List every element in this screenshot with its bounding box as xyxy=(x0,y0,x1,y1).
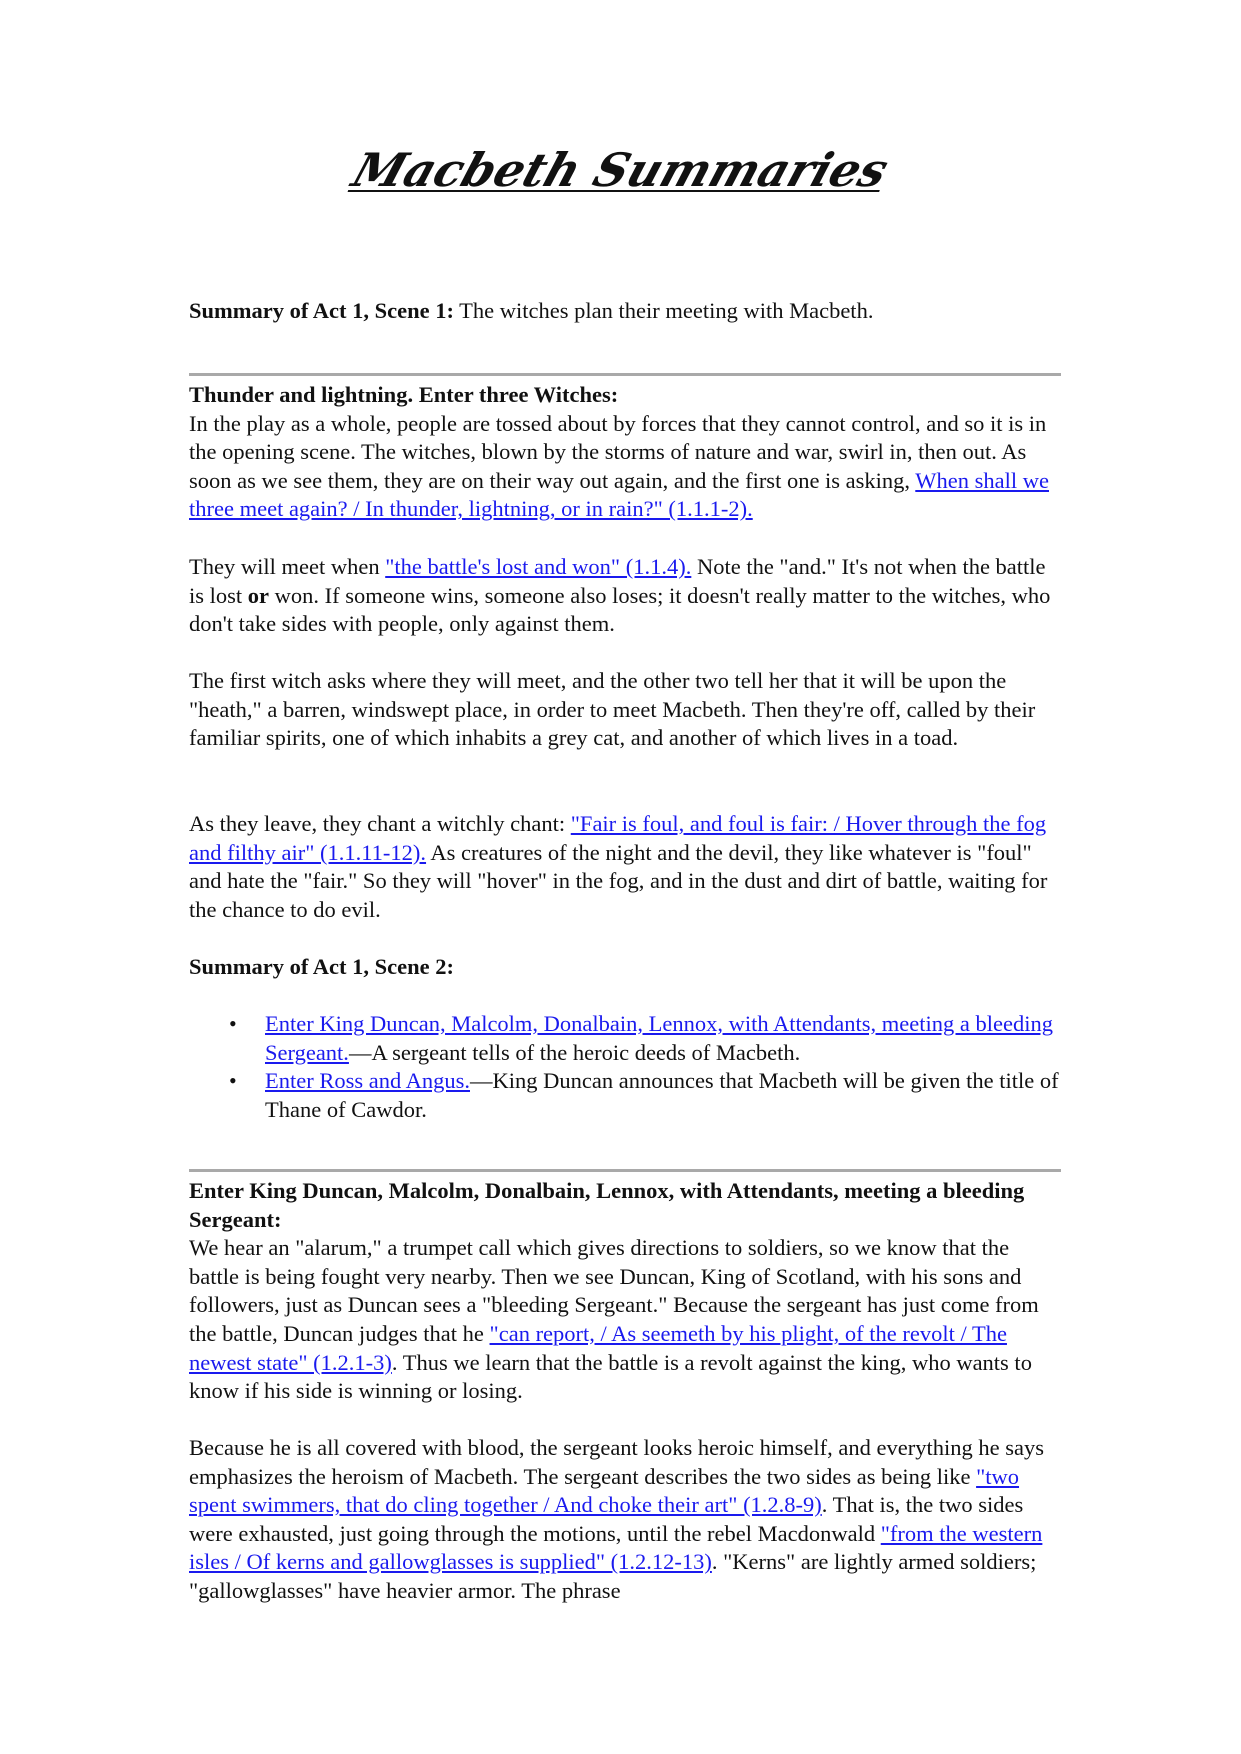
scene2-heading: Enter King Duncan, Malcolm, Donalbain, Lennox, with Attendants, meeting a bleeding Sergeant: xyxy=(189,1178,1025,1232)
paragraph-text: . "Kerns" are lightly armed soldiers; "gallowglasses" have heavier armor. The phrase xyxy=(189,1549,1037,1603)
quote-link[interactable]: When shall we three meet again? / In thunder, lightning, or in rain?" (1.1.1-2). xyxy=(189,467,1049,522)
scene-link[interactable]: Enter King Duncan, Malcolm, Donalbain, Lennox, with Attendants, meeting a bleeding Sergeant. xyxy=(265,1011,1053,1065)
paragraph-text: Note the "and." It's not when the battle is lost xyxy=(189,554,1046,608)
scene1-paragraph-3 xyxy=(189,667,1061,753)
quote-link[interactable]: "Fair is foul, and foul is fair: / Hover through the fog and filthy air" (1.1.11-12). xyxy=(189,811,1047,865)
scene1-summary xyxy=(189,297,1061,326)
emphasis-text: or xyxy=(247,582,270,608)
list-item xyxy=(189,1010,1061,1067)
scene1-p1-text: In the play as a whole, people are tossed about by forces that they cannot control, and so it is in the opening scene. The witches, blown by the storms of nature and war, swirl in, then out. As soon as we see them, they are on their way out again, and the first one is asking, xyxy=(189,410,1047,493)
paragraph-text: . That is, the two sides were exhausted, just going through the motions, until the rebel Macdonwald xyxy=(189,1492,1024,1546)
quote-link[interactable]: "can report, / As seemeth by his plight, of the revolt / The newest state" (1.2.1-3) xyxy=(189,1320,1007,1375)
scene2-body xyxy=(189,1177,1061,1406)
paragraph-text: The first witch asks where they will meet, and the other two tell her that it will be upon the "heath," a barren, windswept place, in order to meet Macbeth. Then they're off, called by their familiar spirits, one of which inhabits a grey cat, and another of which lives in a toad. xyxy=(189,668,1036,751)
section-divider xyxy=(189,373,1061,376)
scene1-heading: Thunder and lightning. Enter three Witches: xyxy=(189,382,619,407)
scene2-paragraph-2 xyxy=(189,1434,1061,1606)
scene1-body xyxy=(189,381,1061,524)
page-title: Macbeth Summaries xyxy=(345,143,896,197)
paragraph-text: . Thus we learn that the battle is a revolt against the king, who wants to know if his side is winning or losing. xyxy=(189,1349,1032,1404)
scene2-summary-label: Summary of Act 1, Scene 2: xyxy=(189,954,454,979)
scene1-summary-label: Summary of Act 1, Scene 1: xyxy=(189,298,454,323)
paragraph-text: As creatures of the night and the devil, they like whatever is "foul" and hate the "fair." So they will "hover" in the fog, and in the dust and dirt of battle, waiting for the chance to do evil. xyxy=(189,839,1048,922)
quote-link[interactable]: "two spent swimmers, that do cling together / And choke their art" (1.2.8-9) xyxy=(189,1463,1020,1518)
scene-link[interactable]: Enter Ross and Angus. xyxy=(265,1068,470,1094)
bullet-marker: • xyxy=(229,1011,237,1036)
scene1-paragraph-2 xyxy=(189,553,1061,639)
scene1-summary-text: The witches plan their meeting with Macbeth. xyxy=(453,298,874,323)
bullet-marker: • xyxy=(229,1068,237,1094)
paragraph-text: As they leave, they chant a witchly chant: xyxy=(189,811,571,836)
paragraph-text: They will meet when xyxy=(189,554,386,579)
paragraph-text: won. If someone wins, someone also loses; it doesn't really matter to the witches, who don't take sides with people, only against them. xyxy=(189,582,1051,637)
quote-link[interactable]: "from the western isles / Of kerns and gallowglasses is supplied" (1.2.12-13) xyxy=(189,1520,1043,1575)
scene2-bullet-list xyxy=(189,1010,1061,1124)
paragraph-text: Because he is all covered with blood, the sergeant looks heroic himself, and everything he says emphasizes the heroism of Macbeth. The sergeant describes the two sides as being like xyxy=(189,1435,1044,1489)
quote-link[interactable]: "the battle's lost and won" (1.1.4). xyxy=(385,554,692,579)
list-item-text: —A sergeant tells of the heroic deeds of Macbeth. xyxy=(348,1039,801,1065)
list-item xyxy=(189,1067,1061,1124)
scene1-paragraph-4 xyxy=(189,810,1061,924)
list-item-text: —King Duncan announces that Macbeth will be given the title of Thane of Cawdor. xyxy=(265,1068,1059,1122)
scene2-summary xyxy=(189,953,1061,982)
paragraph-text: We hear an "alarum," a trumpet call which gives directions to soldiers, so we know that the battle is being fought very nearby. Then we see Duncan, King of Scotland, with his sons and followers, just as Duncan sees a "bleeding Sergeant." Because the sergeant has just come from the battle, Duncan judges that he xyxy=(189,1235,1039,1346)
section-divider xyxy=(189,1169,1061,1172)
